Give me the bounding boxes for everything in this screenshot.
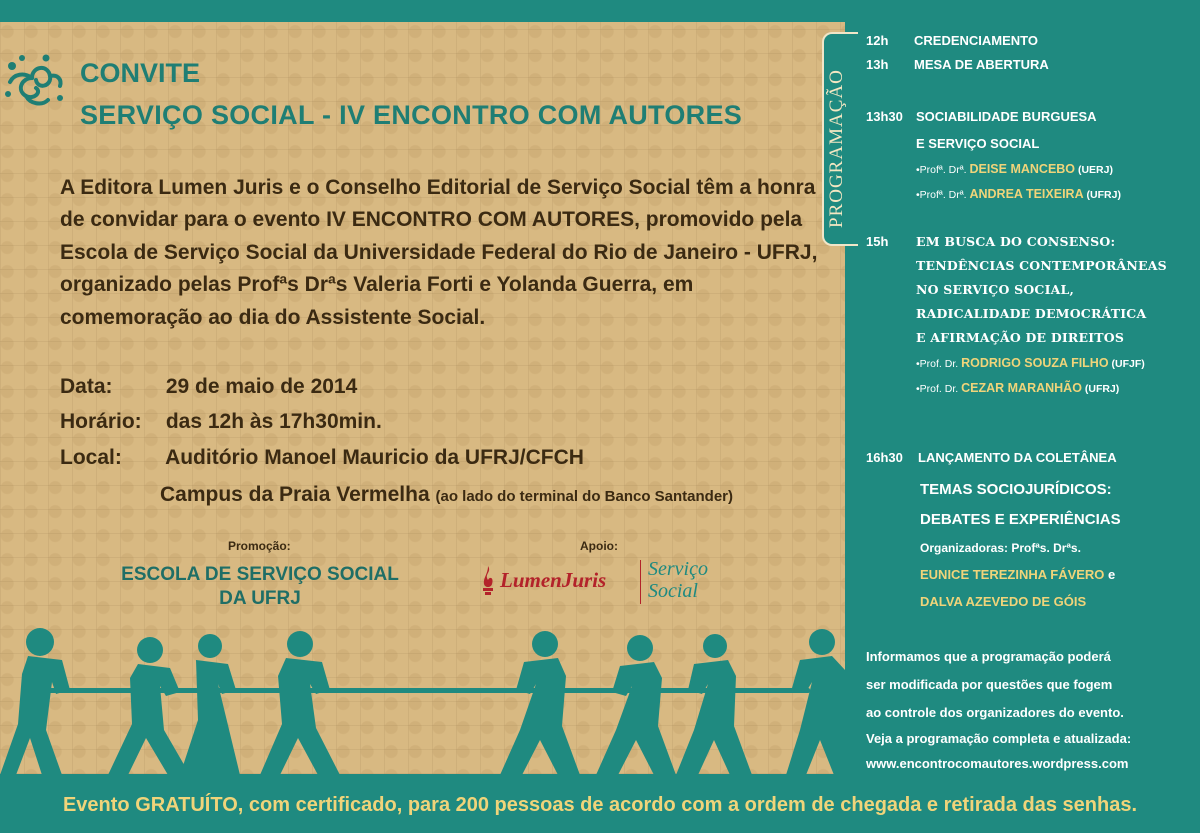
speaker-title: •Prof. Dr. [916,358,959,370]
tug-of-war-illustration [0,620,845,775]
date-label: Data: [60,375,113,398]
event-website-link[interactable]: www.encontrocomautores.wordpress.com [866,756,1129,771]
invite-title: CONVITE [80,58,201,88]
session-4-line-4: RADICALIDADE DEMOCRÁTICA [916,306,1147,321]
place-line-2 [160,483,733,507]
top-strip [0,0,1200,22]
organizer-conjunction: e [1108,567,1116,582]
time-line [60,410,382,434]
speaker-name: RODRIGO SOUZA FILHO [961,356,1109,370]
session-3-speaker-1 [916,162,1113,176]
place-campus: Campus da Praia Vermelha [160,483,430,506]
speaker-institution: (UFRJ) [1084,383,1120,395]
flame-icon [480,564,496,596]
session-3-line-2: E SERVIÇO SOCIAL [916,136,1040,151]
programme-tab-label: PROGRAMAÇÃO [826,69,847,228]
lumen-juris-wordmark: LumenJuris [500,568,607,592]
support-label: Apoio: [580,539,618,553]
session-3-time: 13h30 [866,109,903,124]
organizer-1-line [920,567,1115,582]
session-4-line-2: TENDÊNCIAS CONTEMPORÂNEAS [916,258,1167,273]
servico-social-wordmark-1: Serviço [648,558,708,580]
organizer-1-name: EUNICE TEREZINHA FÁVERO [920,567,1105,582]
session-5-line-3: DEBATES E EXPERIÊNCIAS [920,511,1121,528]
place-value: Auditório Manoel Mauricio da UFRJ/CFCH [165,446,584,469]
place-label: Local: [60,446,122,469]
swirl-logo-icon [2,48,68,108]
speaker-institution: (UFRJ) [1086,189,1121,201]
footer-notice: Evento GRATUÍTO, com certificado, para 200 pessoas de acordo com a ordem de chegada e retirada das senhas. [62,794,1138,816]
session-1-time: 12h [866,33,889,48]
promoter-name [100,563,420,611]
logo-divider [640,560,641,604]
speaker-title: •Profª. Drª. [916,164,967,176]
time-value: das 12h às 17h30min. [165,410,382,433]
notice-line-2: ser modificada por questões que fogem [866,677,1113,692]
organizer-2-name: DALVA AZEVEDO DE GÓIS [920,594,1087,609]
speaker-institution: (UERJ) [1077,164,1113,176]
speaker-name: CEZAR MARANHÃO [961,381,1082,395]
speaker-institution: (UFJF) [1111,358,1145,370]
date-value: 29 de maio de 2014 [165,375,358,398]
session-3-speaker-2 [916,187,1121,201]
speaker-name: DEISE MANCEBO [969,162,1076,176]
session-3-line-1: SOCIABILIDADE BURGUESA [916,109,1097,124]
invitation-text: A Editora Lumen Juris e o Conselho Editorial de Serviço Social têm a honra de convidar para o evento IV ENCONTRO COM AUTORES, promovido pela Escola de Serviço Social da Universidade Federal do Rio de Janeiro - UFRJ, organizado pelas Profªs Drªs Valeria Forti e Yolanda Guerra, em comemoração ao dia do Assistente Social. [60,176,818,329]
speaker-title: •Profª. Drª. [916,189,967,201]
session-5-line-1: LANÇAMENTO DA COLETÂNEA [918,450,1117,465]
time-label: Horário: [60,410,142,433]
promotion-label: Promoção: [228,539,291,553]
place-line [60,446,584,470]
session-2-time: 13h [866,57,889,72]
servico-social-wordmark-2: Social [648,580,698,602]
date-line [60,375,357,399]
session-4-line-1: EM BUSCA DO CONSENSO: [916,234,1116,249]
session-1-title: CREDENCIAMENTO [914,33,1038,48]
session-4-line-5: E AFIRMAÇÃO DE DIREITOS [916,330,1125,345]
session-4-time: 15h [866,234,889,249]
organizers-label: Organizadoras: Profªs. Drªs. [920,541,1081,555]
session-5-time: 16h30 [866,450,903,465]
notice-line-4: Veja a programação completa e atualizada: [866,731,1132,746]
speaker-title: •Prof. Dr. [916,383,959,395]
session-5-line-2: TEMAS SOCIOJURÍDICOS: [920,481,1112,498]
place-note: (ao lado do terminal do Banco Santander) [435,488,734,505]
session-2-title: MESA DE ABERTURA [914,57,1049,72]
event-title: SERVIÇO SOCIAL - IV ENCONTRO COM AUTORES [80,100,743,130]
notice-line-3: ao controle dos organizadores do evento. [866,705,1124,720]
speaker-name: ANDREA TEIXEIRA [969,187,1084,201]
session-4-speaker-1 [916,356,1145,370]
lumen-juris-logo [480,556,740,608]
promoter-line-2: DA UFRJ [219,588,301,609]
session-4-speaker-2 [916,381,1119,395]
notice-line-1: Informamos que a programação poderá [866,649,1111,664]
session-4-line-3: NO SERVIÇO SOCIAL, [916,282,1075,297]
promoter-line-1: ESCOLA DE SERVIÇO SOCIAL [121,564,399,585]
